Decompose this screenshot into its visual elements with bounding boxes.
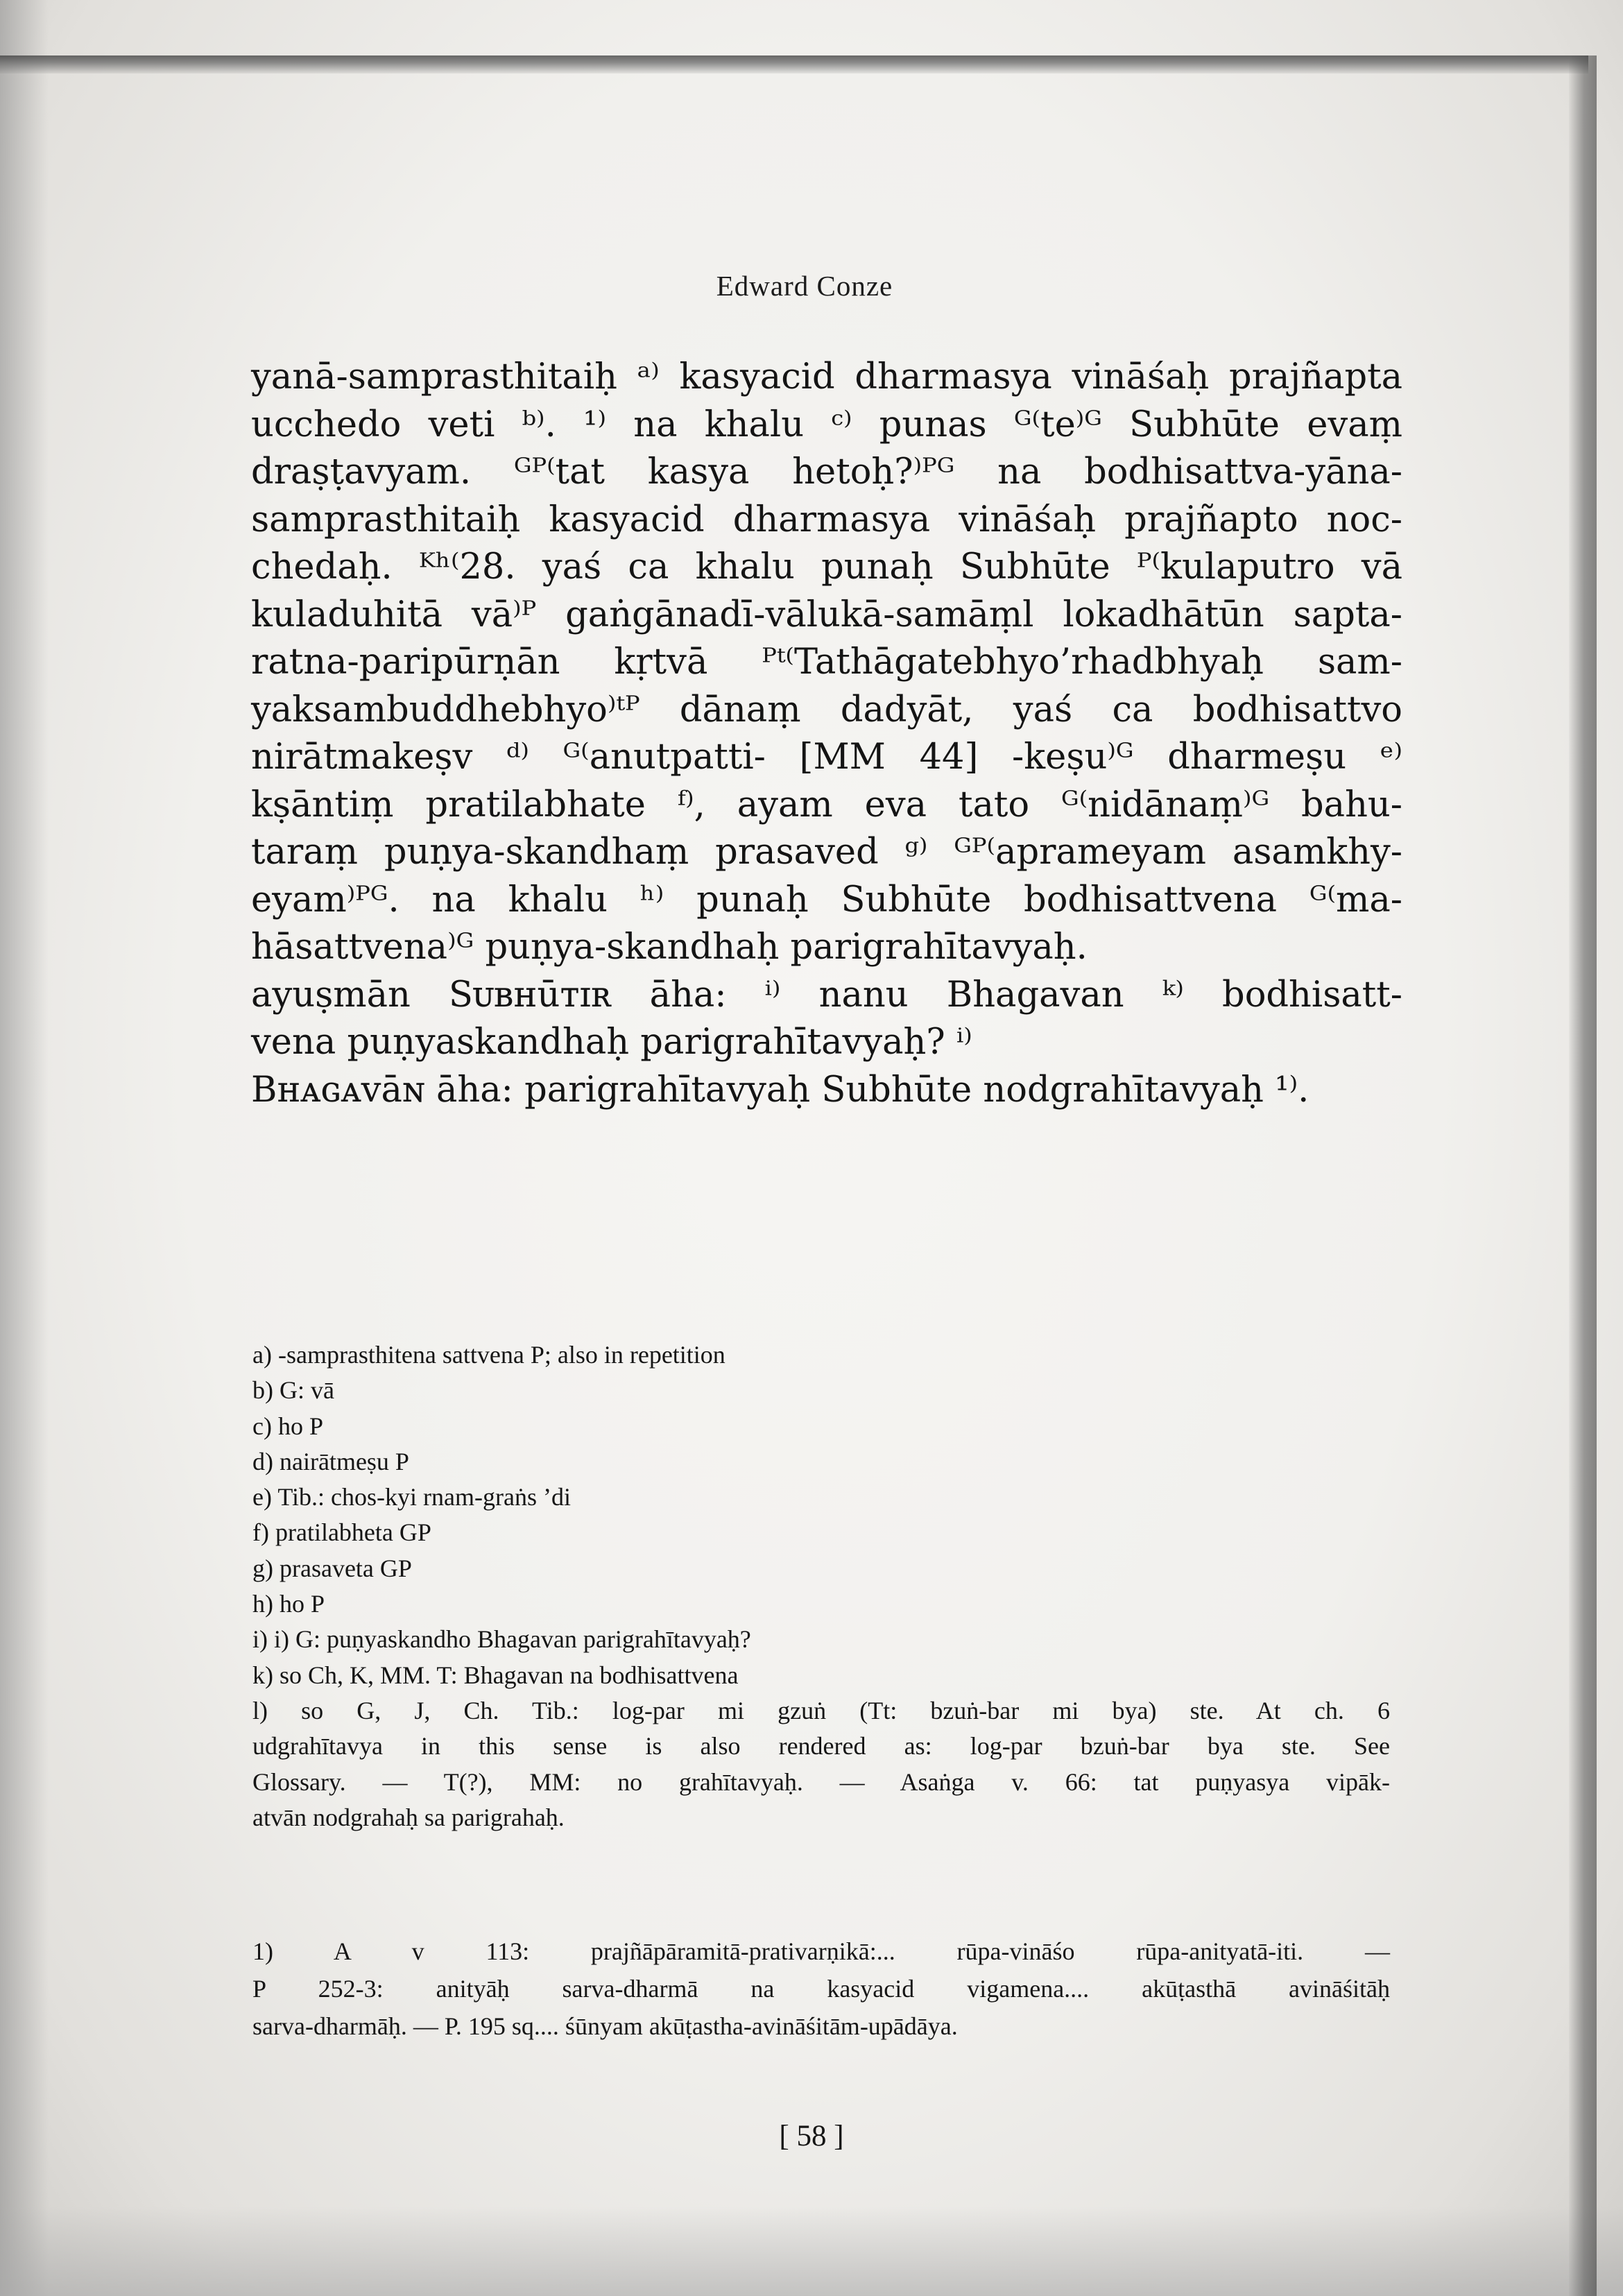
main-text-line: samprasthitaiḥ kasyacid dharmasya vināśaḥ prajñapto noc- (251, 499, 1402, 540)
main-text-line: hāsattvena⁾ᴳ puṇya-skandhaḥ parigrahītavyaḥ. (251, 927, 1088, 968)
footnotes (252, 1337, 1390, 1835)
commentary-line: 1) A v 113: prajñāpāramitā-prativarṇikā:... rūpa-vināśo rūpa-anityatā-iti. — (252, 1937, 1390, 1965)
main-text-line: yaksambuddhebhyo⁾ᵗᴾ dānaṃ dadyāt, yaś ca bodhisattvo (251, 689, 1402, 730)
footnote: a) -samprasthitena sattvena P; also in repetition (252, 1341, 725, 1369)
footnote: h) ho P (252, 1590, 325, 1618)
commentary-line: sarva-dharmāḥ. — P. 195 sq.... śūnyam akūṭastha-avināśitām-upādāya. (252, 2012, 958, 2040)
main-text-line: ratna-paripūrṇān kṛtvā ᴾᵗ⁽Tathāgatebhyo’rhadbhyaḥ sam- (251, 642, 1402, 683)
main-text-line: kṣāntiṃ pratilabhate ᶠ⁾, ayam eva tato ᴳ⁽nidānaṃ⁾ᴳ bahu- (251, 784, 1402, 825)
footnote: b) G: vā (252, 1376, 334, 1405)
main-text (251, 354, 1402, 1114)
footnote: Glossary. — T(?), MM: no grahītavyaḥ. — Asaṅga v. 66: tat puṇyasya vipāk- (252, 1767, 1390, 1796)
footnote: k) so Ch, K, MM. T: Bhagavan na bodhisattvena (252, 1661, 739, 1689)
footnote: udgrahītavya in this sense is also rendered as: log-par bzuṅ-bar bya ste. See (252, 1732, 1390, 1760)
main-text-line: ayuṣmān Sᴜʙʜūᴛɪʀ āha: ⁱ⁾ nanu Bhagavan ᵏ⁾ bodhisatt- (251, 974, 1402, 1016)
main-text-line: kuladuhitā vā⁾ᴾ gaṅgānadī-vālukā-samāṃl lokadhātūn sapta- (251, 594, 1402, 635)
footnote: atvān nodgrahaḥ sa parigrahaḥ. (252, 1803, 565, 1831)
footnote: c) ho P (252, 1412, 323, 1440)
footnote: g) prasaveta GP (252, 1554, 412, 1582)
scan-shadow-bottom (0, 2206, 1623, 2296)
main-text-line: vena puṇyaskandhaḥ parigrahītavyaḥ? ⁱ⁾ (251, 1022, 972, 1063)
main-text-line: taraṃ puṇya-skandhaṃ prasaved ᵍ⁾ ᴳᴾ⁽aprameyam asamkhy- (251, 832, 1402, 873)
main-text-line: Bʜᴀɢᴀᴠāɴ āha: parigrahītavyaḥ Subhūte nodgrahītavyaḥ ¹⁾. (251, 1069, 1309, 1111)
commentary-notes (252, 1933, 1390, 2045)
main-text-line: draṣṭavyam. ᴳᴾ⁽tat kasya hetoḥ?⁾ᴾᴳ na bodhisattva-yāna- (251, 452, 1402, 492)
main-text-line: ucchedo veti ᵇ⁾. ¹⁾ na khalu ᶜ⁾ punas ᴳ⁽te⁾ᴳ Subhūte evaṃ (251, 404, 1402, 445)
footnote: d) nairātmeṣu P (252, 1447, 409, 1475)
footnote: i) i) G: puṇyaskandho Bhagavan parigrahītavyaḥ? (252, 1625, 751, 1654)
scan-edge-right (1569, 55, 1597, 2296)
main-text-line: eyam⁾ᴾᴳ. na khalu ʰ⁾ punaḥ Subhūte bodhisattvena ᴳ⁽ma- (251, 879, 1402, 920)
scan-shadow-left (0, 0, 49, 2296)
footnote: l) so G, J, Ch. Tib.: log-par mi gzuṅ (Tt: bzuṅ-bar mi bya) ste. At ch. 6 (252, 1696, 1390, 1724)
page-number: [ 58 ] (779, 2120, 844, 2152)
commentary-line: P 252-3: anityāḥ sarva-dharmā na kasyacid vigamena.... akūṭasthā avināśitāḥ (252, 1975, 1390, 2003)
footnote: f) pratilabheta GP (252, 1518, 431, 1547)
main-text-line: yanā-samprasthitaiḥ ᵃ⁾ kasyacid dharmasya vināśaḥ prajñapta (251, 357, 1402, 397)
footnote: e) Tib.: chos-kyi rnam-graṅs ’di (252, 1483, 571, 1511)
main-text-line: nirātmakeṣv ᵈ⁾ ᴳ⁽anutpatti- [MM 44] -keṣu⁾ᴳ dharmeṣu ᵉ⁾ (251, 737, 1402, 778)
running-head: Edward Conze (716, 270, 893, 302)
scan-edge-top (0, 55, 1588, 74)
main-text-line: chedaḥ. ᴷʰ⁽28. yaś ca khalu punaḥ Subhūte ᴾ⁽kulaputro vā (251, 547, 1402, 588)
